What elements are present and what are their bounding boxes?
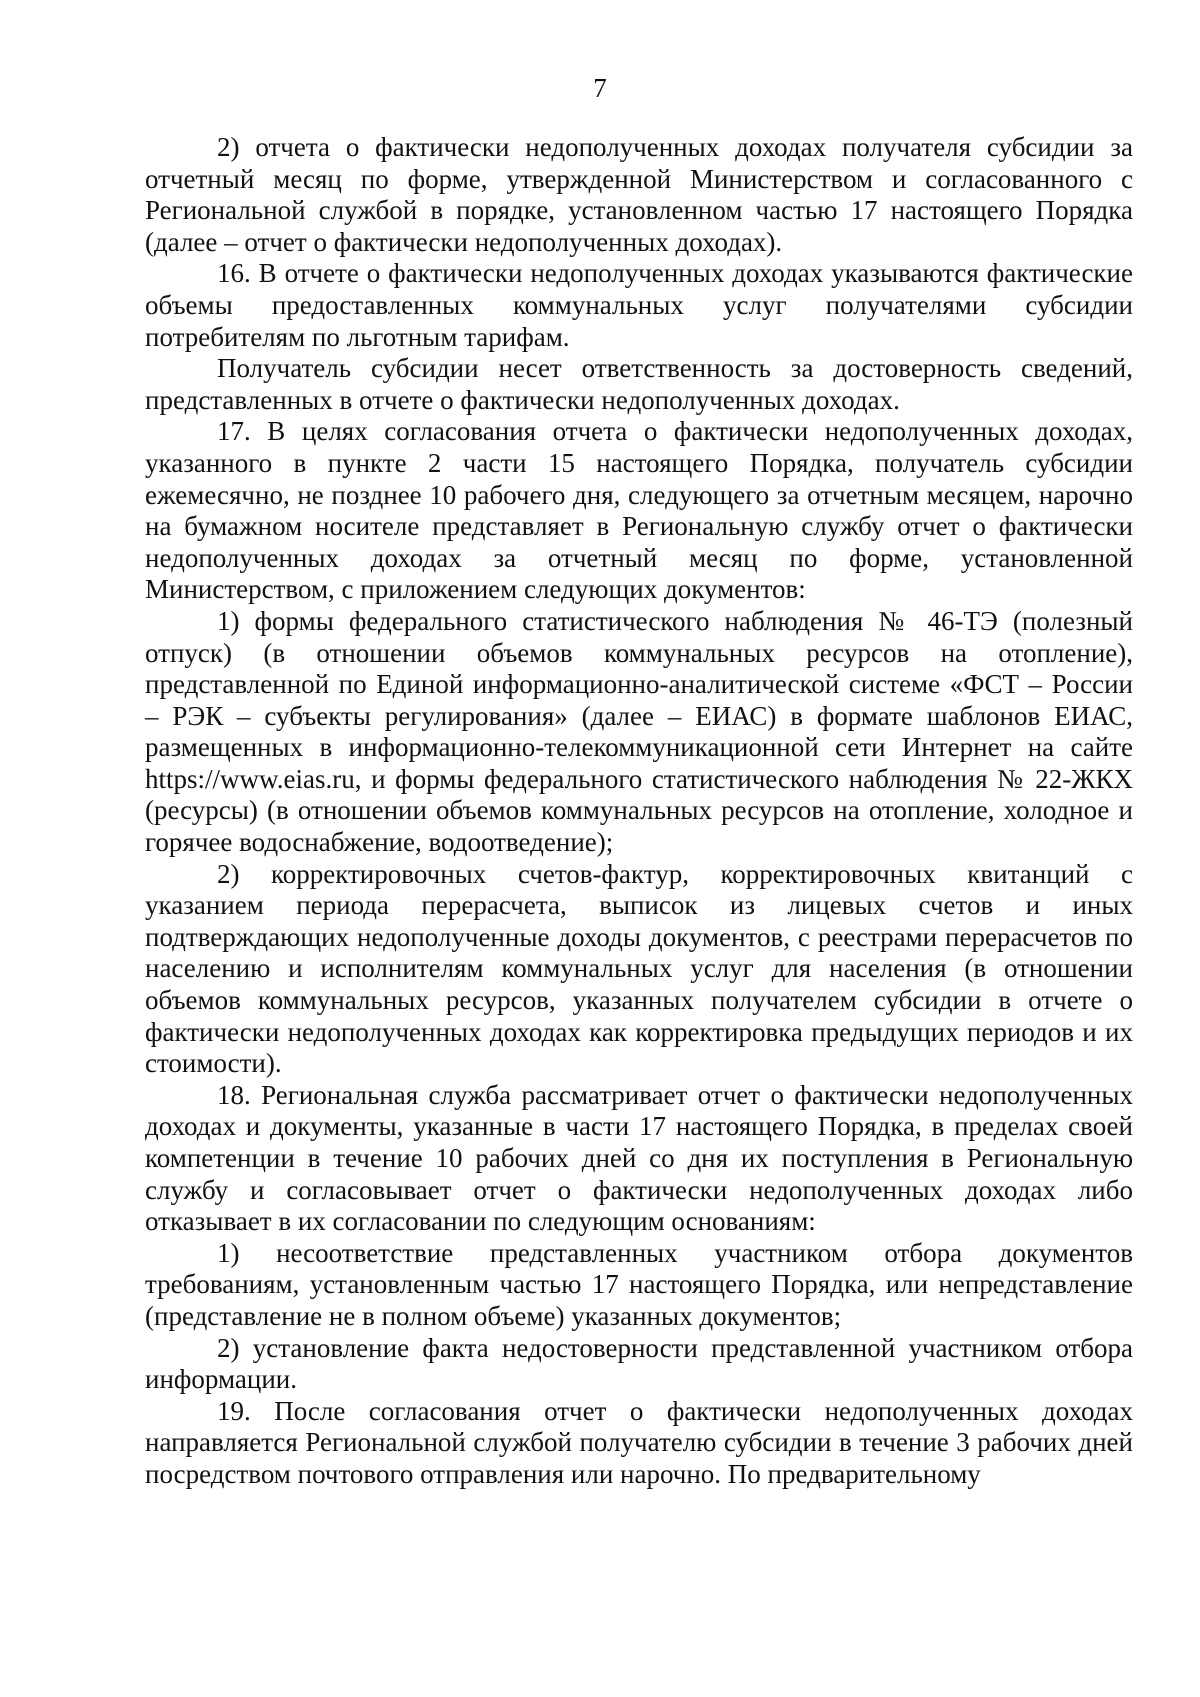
paragraph: 17. В целях согласования отчета о фактически недополученных доходах, указанного в пункте 2 части 15 настоящего Порядка, получатель субсидии ежемесячно, не позднее 10 рабочего дня, следующего за отчетным месяцем, нарочно на бумажном носителе представляет в Региональную службу отчет о фактически недополученных доходах за отчетный месяц по форме, установленной Министерством, с приложением следующих документов: — [145, 416, 1133, 605]
paragraph: 16. В отчете о фактически недополученных доходах указываются фактические объемы предоставленных коммунальных услуг получателями субсидии потребителям по льготным тарифам. — [145, 258, 1133, 352]
paragraph: 19. После согласования отчет о фактически недополученных доходах направляется Региональной службой получателю субсидии в течение 3 рабочих дней посредством почтового отправления или нарочно. По предварительному — [145, 1395, 1133, 1489]
paragraph: 1) формы федерального статистического наблюдения № 46-ТЭ (полезный отпуск) (в отношении объемов коммунальных ресурсов на отопление), представленной по Единой информационно-аналитической системе «ФСТ – России – РЭК – субъекты регулирования» (далее – ЕИАС) в формате шаблонов ЕИАС, размещенных в информационно-телекоммуникационной сети Интернет на сайте https://www.eias.ru, и формы федерального статистического наблюдения № 22-ЖКХ (ресурсы) (в отношении объемов коммунальных ресурсов на отопление, холодное и горячее водоснабжение, водоотведение); — [145, 605, 1133, 858]
paragraph: 2) установление факта недостоверности представленной участником отбора информации. — [145, 1332, 1133, 1395]
paragraph: 2) корректировочных счетов-фактур, корректировочных квитанций с указанием периода перерасчета, выписок из лицевых счетов и иных подтверждающих недополученные доходы документов, с реестрами перерасчетов по населению и исполнителям коммунальных услуг для населения (в отношении объемов коммунальных ресурсов, указанных получателем субсидии в отчете о фактически недополученных доходах как корректировка предыдущих периодов и их стоимости). — [145, 858, 1133, 1079]
paragraph: 1) несоответствие представленных участником отбора документов требованиям, установленным частью 17 настоящего Порядка, или непредставление (представление не в полном объеме) указанных документов; — [145, 1237, 1133, 1331]
paragraph: 2) отчета о фактически недополученных доходах получателя субсидии за отчетный месяц по форме, утвержденной Министерством и согласованного с Региональной службой в порядке, установленном частью 17 настоящего Порядка (далее – отчет о фактически недополученных доходах). — [145, 132, 1133, 257]
document-body — [145, 132, 1133, 1491]
page-number: 7 — [593, 73, 607, 103]
paragraph: 18. Региональная служба рассматривает отчет о фактически недополученных доходах и документы, указанные в части 17 настоящего Порядка, в пределах своей компетенции в течение 10 рабочих дней со дня их поступления в Региональную службу и согласовывает отчет о фактически недополученных доходах либо отказывает в их согласовании по следующим основаниям: — [145, 1079, 1133, 1237]
paragraph: Получатель субсидии несет ответственность за достоверность сведений, представленных в отчете о фактически недополученных доходах. — [145, 353, 1133, 415]
